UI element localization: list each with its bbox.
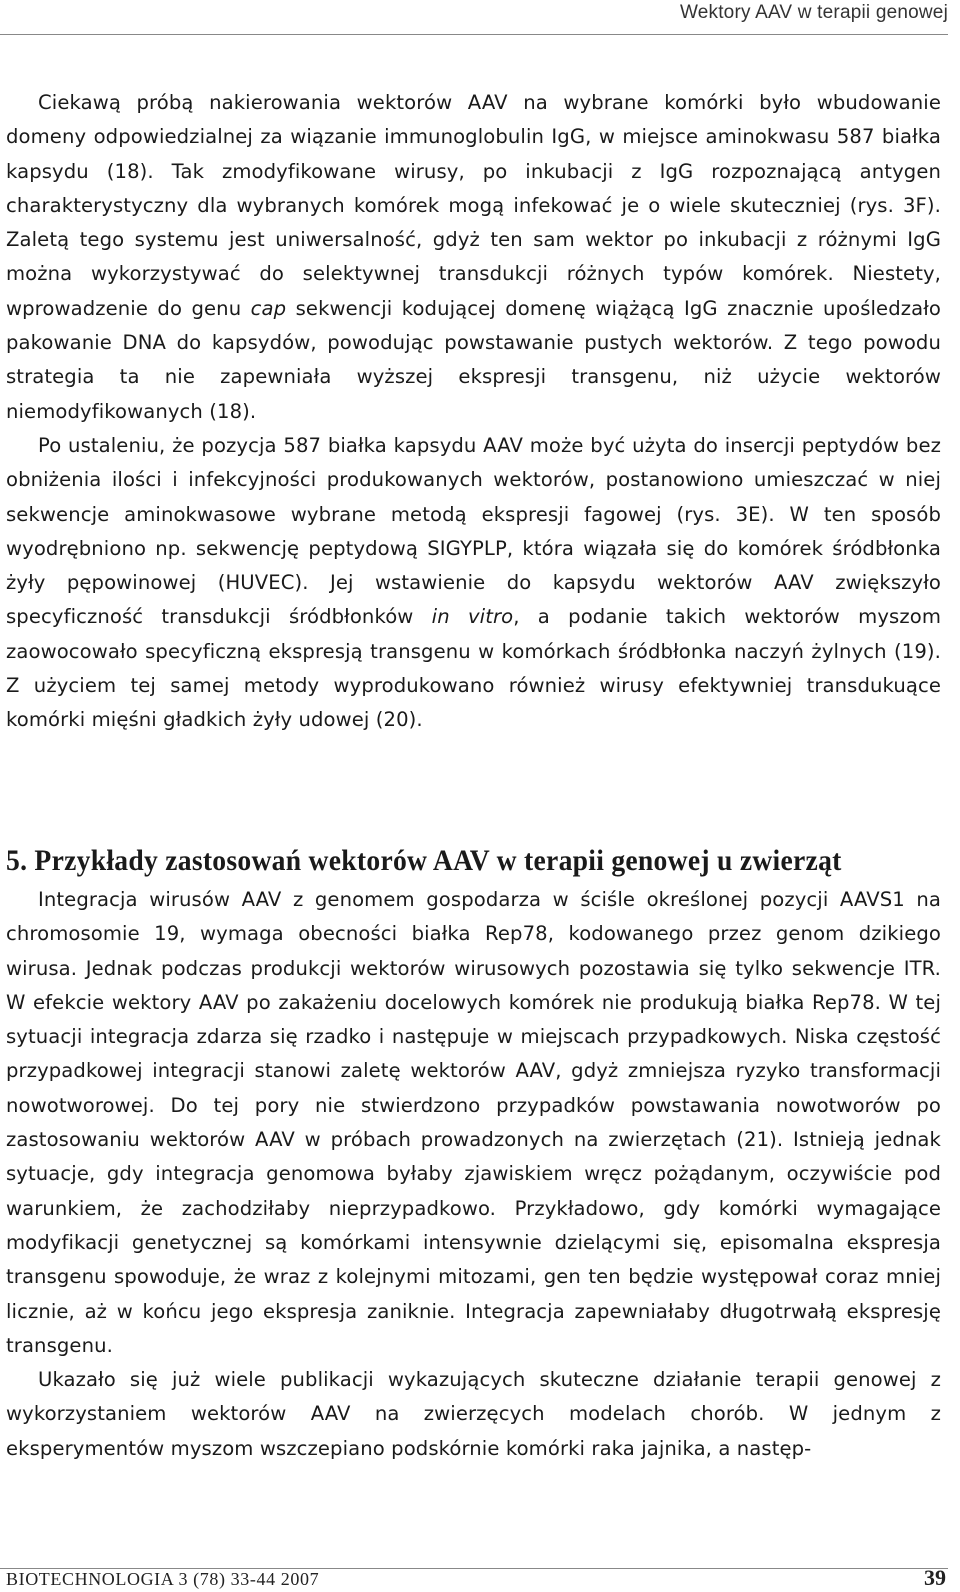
header-rule	[0, 34, 948, 35]
italic-term: in vitro	[431, 605, 514, 629]
paragraph	[6, 86, 941, 429]
paragraph	[6, 429, 941, 738]
page-number: 39	[924, 1565, 946, 1590]
paragraph	[6, 1363, 941, 1466]
running-header: Wektory AAV w terapii genowej	[679, 2, 948, 23]
section-body-2	[6, 883, 941, 1466]
section-body-1	[6, 86, 941, 738]
text-run: , a podanie takich wektorów myszom zaowocowało specyficzną ekspresją transgenu w komórkach śródbłonka naczyń żylnych (19). Z użyciem tej samej metody wyprodukowano również wirusy efektywniej transdukuące komórki mięśni gładkich żyły udowej (20).	[6, 605, 942, 732]
section-heading: 5. Przykłady zastosowań wektorów AAV w terapii genowej u zwierząt	[6, 843, 842, 877]
text-run: sekwencji kodującej domenę wiążącą IgG znacznie upośledzało pakowanie DNA do kapsydów, powodując powstawanie pustych wektorów. Z tego powodu strategia ta nie zapewniała wyższej ekspresji transgenu, niż użycie wektorów niemodyfikowanych (18).	[6, 296, 941, 423]
italic-term: cap	[250, 296, 287, 320]
journal-citation: BIOTECHNOLOGIA 3 (78) 33-44 2007	[6, 1569, 320, 1589]
text-run: Ciekawą próbą nakierowania wektorów AAV na wybrane komórki było wbudowanie domeny odpowiedzialnej za wiązanie immunoglobulin IgG, w miejsce aminokwasu 587 białka kapsydu (18). Tak zmodyfikowane wirusy, po inkubacji z IgG rozpoznającą antygen charakterystyczny dla wybranych komórek mogą infekować je o wiele skuteczniej (rys. 3F). Zaletą tego systemu jest uniwersalność, gdyż ten sam wektor po inkubacji z różnymi IgG można wykorzystywać do selektywnej transdukcji różnych typów komórek. Niestety, wprowadzenie do genu	[6, 91, 941, 320]
text-run: Integracja wirusów AAV z genomem gospodarza w ściśle określonej pozycji AAVS1 na chromosomie 19, wymaga obecności białka Rep78, kodowanego przez genom dzikiego wirusa. Jednak podczas produkcji wektorów wirusowych pozostawia się tylko sekwencje ITR. W efekcie wektory AAV po zakażeniu docelowych komórek nie produkują białka Rep78. W tej sytuacji integracja zdarza się rzadko i następuje w miejscach przypadkowych. Niska częstość przypadkowej integracji stanowi zaletę wektorów AAV, gdyż zmniejsza ryzyko transformacji nowotworowej. Do tej pory nie stwierdzono przypadków powstawania nowotworów po zastosowaniu wektorów AAV w próbach prowadzonych na zwierzętach (21). Istnieją jednak sytuacje, gdy integracja genomowa byłaby zjawiskiem wręcz pożądanym, oczywiście pod warunkiem, że zachodziłaby nieprzypadkowo. Przykładowo, gdy komórki wymagające modyfikacji genetycznej są komórkami intensywnie dzielącymi się, episomalna ekspresja transgenu spowoduje, że wraz z kolejnymi mitozami, gen ten będzie występował coraz mniej licznie, aż w końcu jego ekspresja zaniknie. Integracja zapewniałaby długotrwałą ekspresję transgenu.	[6, 888, 941, 1357]
paragraph	[6, 883, 941, 1363]
text-run: Po ustaleniu, że pozycja 587 białka kapsydu AAV może być użyta do insercji peptydów bez obniżenia ilości i infekcyjności produkowanych wektorów, postanowiono umieszczać w niej sekwencje aminokwasowe wybrane metodą ekspresji fagowej (rys. 3E). W ten sposób wyodrębniono np. sekwencję peptydową SIGYPLP, która wiązała się do komórek śródbłonka żyły pępowinowej (HUVEC). Jej wstawienie do kapsydu wektorów AAV zwiększyło specyficzność transdukcji śródbłonków	[6, 433, 941, 629]
text-run: Ukazało się już wiele publikacji wykazujących skuteczne działanie terapii genowej z wykorzystaniem wektorów AAV na zwierzęcych modelach chorób. W jednym z eksperymentów myszom wszczepiano podskórnie komórki raka jajnika, a następ-	[6, 1368, 941, 1460]
